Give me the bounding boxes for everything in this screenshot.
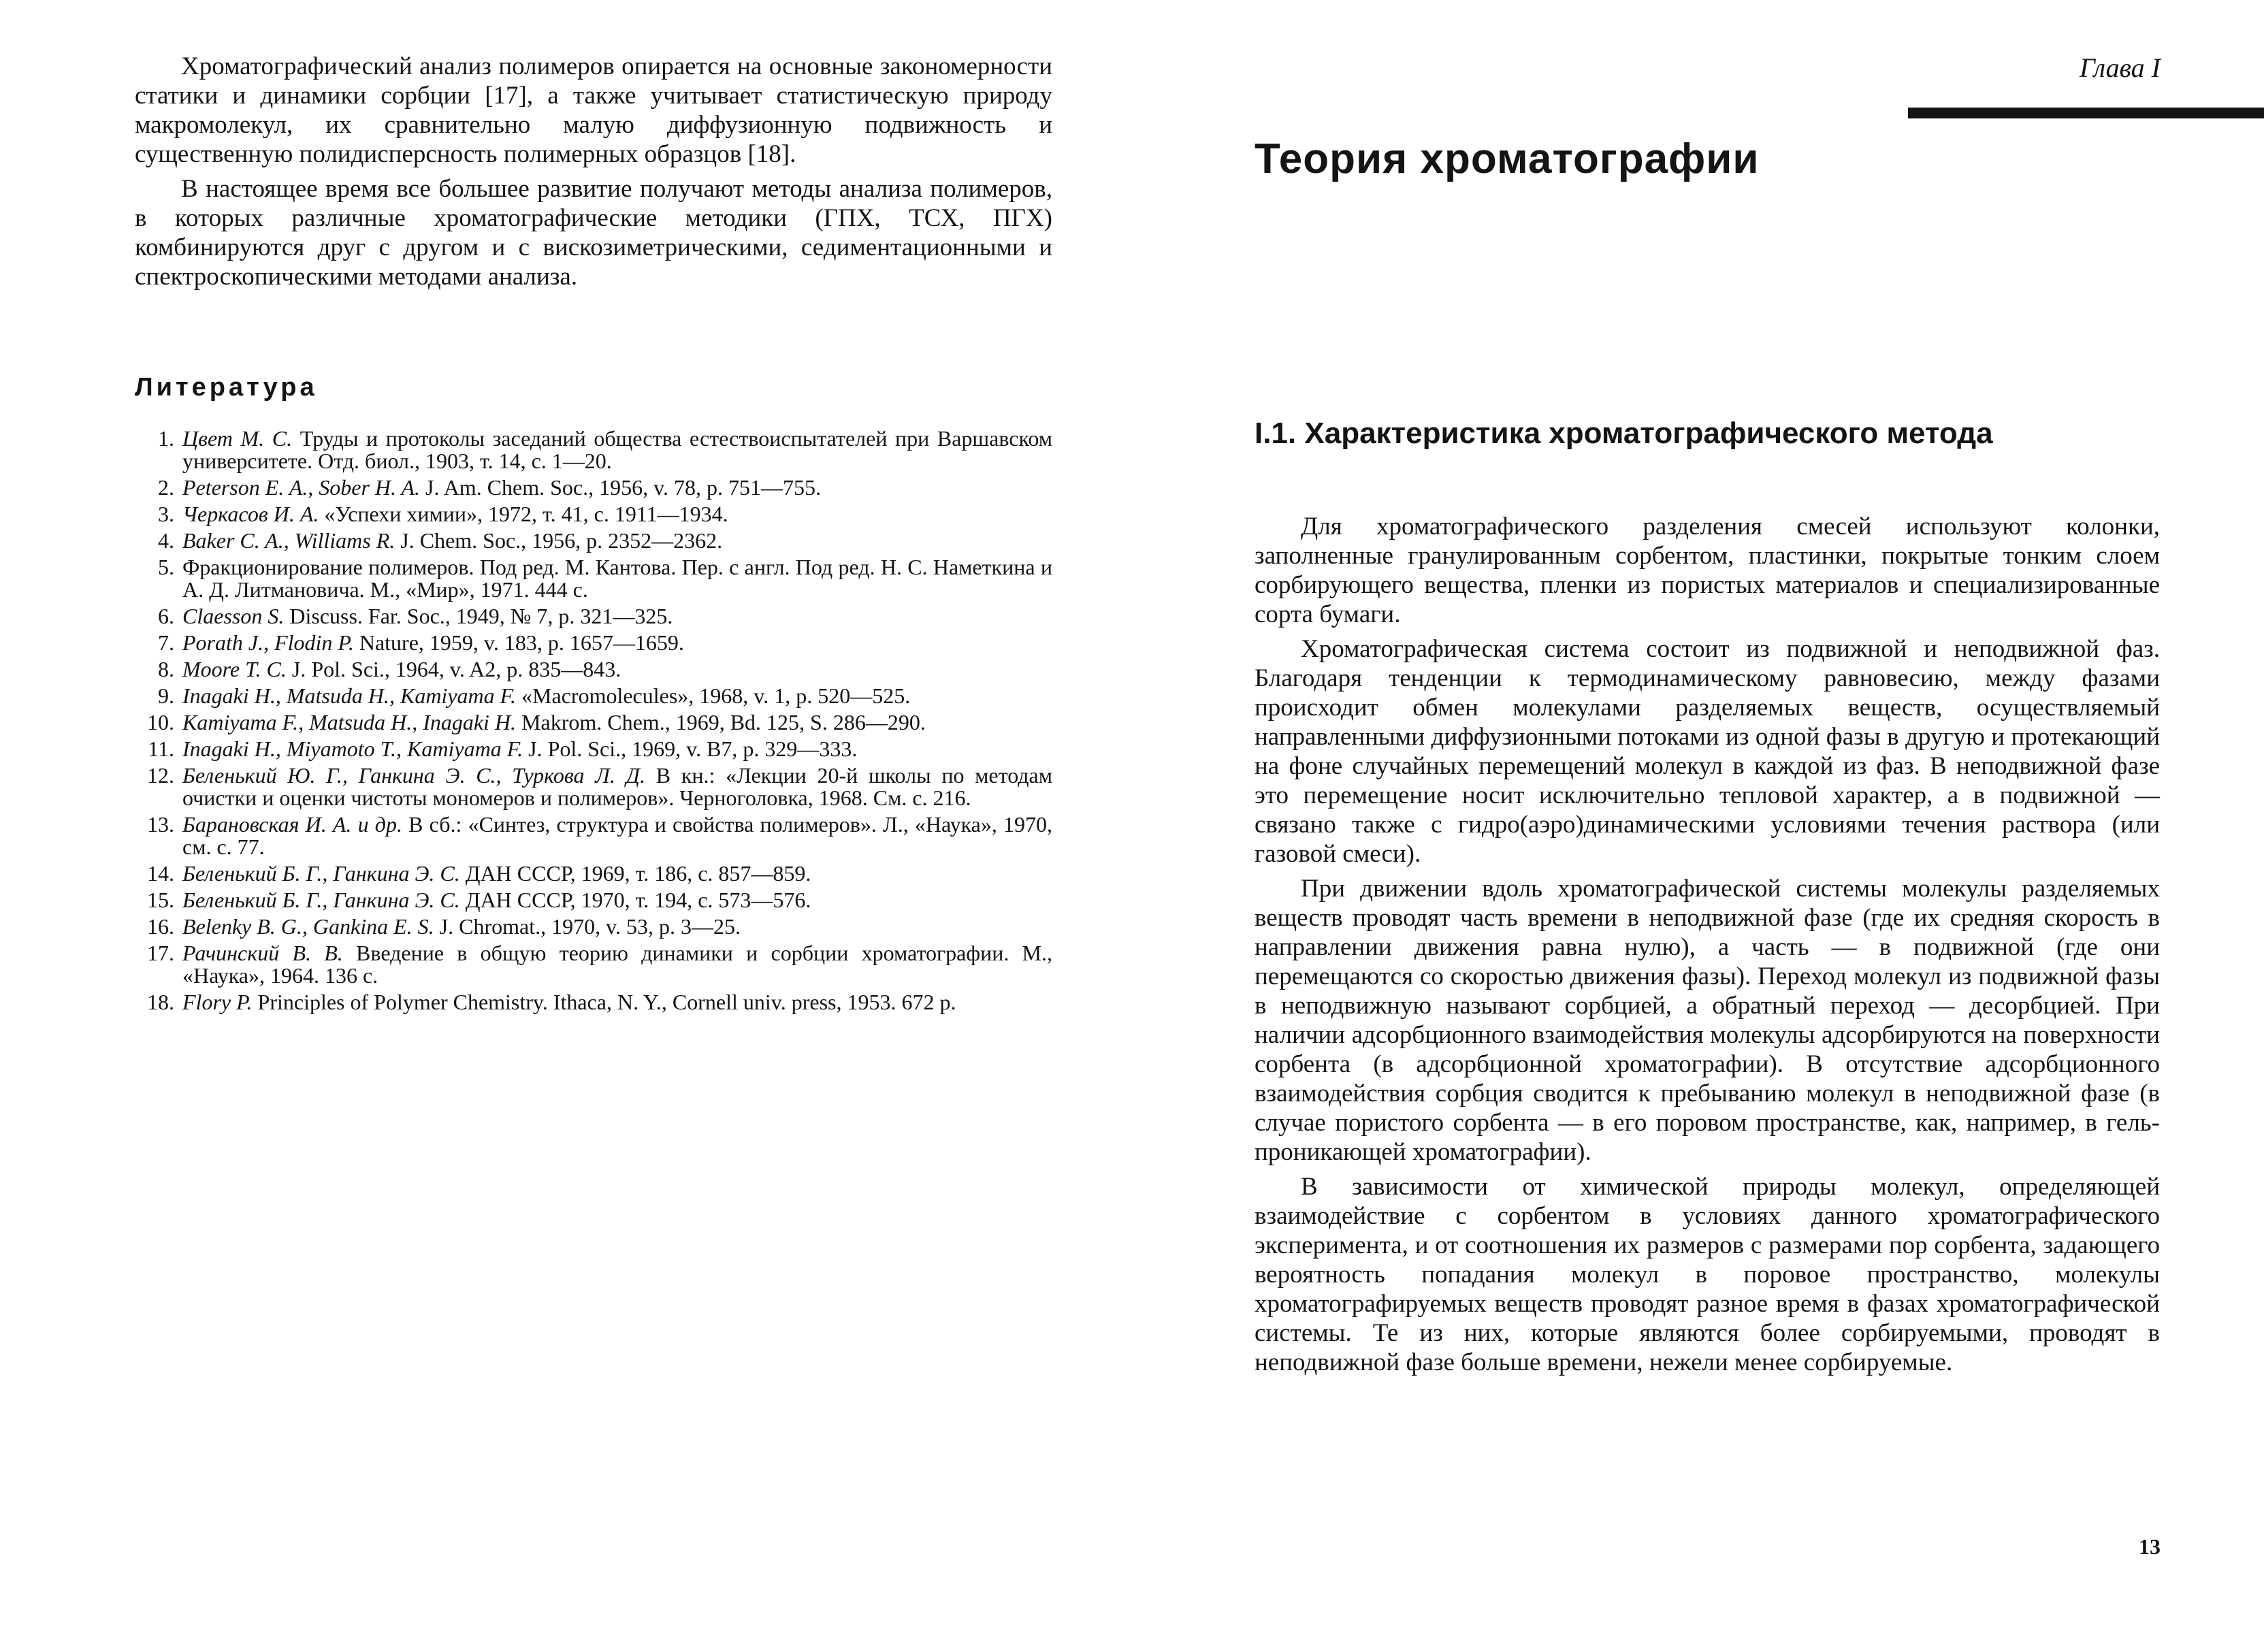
page-number: 13 xyxy=(2139,1534,2161,1559)
reference-text: «Успехи химии», 1972, т. 41, с. 1911—1934. xyxy=(324,502,728,526)
intro-paragraph: В настоящее время все большее развитие получают методы анализа полимеров, в которых различные хроматографические методики (ГПХ, ТСХ, ПГХ) комбинируются друг с другом и с вискозиметрическими, седиментационными и спектроскопическими методами анализа. xyxy=(135,175,1052,291)
references-list xyxy=(118,427,1052,1018)
references-heading: Литература xyxy=(135,373,318,402)
reference-number: 4. xyxy=(158,528,174,553)
intro-text xyxy=(135,52,1052,291)
reference-number: 13. xyxy=(147,812,174,837)
reference-authors: Цвет М. С. xyxy=(182,426,293,451)
reference-authors: Барановская И. А. и др. xyxy=(182,812,402,837)
reference-text: В сб.: «Синтез, структура и свойства полимеров». Л., «Наука», 1970, см. с. 77. xyxy=(182,812,1053,859)
chapter-title: Теория хроматографии xyxy=(1255,135,1760,182)
body-paragraph: Для хроматографического разделения смесей используют колонки, заполненные гранулированным сорбентом, пластинки, покрытые тонким слоем сорбирующего вещества, пленки из пористых материалов и специализированные сорта бумаги. xyxy=(1255,513,2160,628)
reference-number: 5. xyxy=(158,555,174,579)
reference-item xyxy=(118,685,1052,707)
reference-item xyxy=(118,942,1052,987)
reference-item xyxy=(118,427,1052,472)
reference-authors: Baker C. A., Williams R. xyxy=(182,528,395,553)
reference-item xyxy=(118,556,1052,601)
reference-number: 1. xyxy=(158,426,174,451)
reference-authors: Черкасов И. А. xyxy=(182,502,319,526)
reference-authors: Belenky B. G., Gankina E. S. xyxy=(182,914,434,939)
reference-authors: Flory P. xyxy=(182,990,253,1014)
reference-number: 12. xyxy=(147,763,174,788)
chapter-rule xyxy=(1908,108,2264,118)
reference-item xyxy=(118,738,1052,760)
reference-text: Makrom. Chem., 1969, Bd. 125, S. 286—290. xyxy=(521,710,926,734)
reference-text: J. Chromat., 1970, v. 53, p. 3—25. xyxy=(439,914,741,939)
body-paragraph: Хроматографическая система состоит из подвижной и неподвижной фаз. Благодаря тенденции к термодинамическому равновесию, между фазами происходит обмен молекулами разделяемых веществ, осуществляемый направленными диффузионными потоками из одной фазы в другую и протекающий на фоне случайных перемещений молекул в каждой из фаз. В неподвижной фазе это перемещение носит исключительно тепловой характер, а в подвижной — связано также с гидро(аэро)динамическими условиями течения раствора (или газовой смеси). xyxy=(1255,635,2160,868)
chapter-label: Глава I xyxy=(2080,52,2161,83)
reference-number: 6. xyxy=(158,604,174,628)
reference-item xyxy=(118,916,1052,938)
reference-number: 8. xyxy=(158,657,174,681)
reference-number: 15. xyxy=(147,888,174,912)
right-page xyxy=(1132,0,2264,1652)
reference-text: J. Pol. Sci., 1969, v. B7, p. 329—333. xyxy=(528,736,858,761)
body-paragraph: При движении вдоль хроматографической системы молекулы разделяемых веществ проводят часть времени в неподвижной фазе (где их средняя скорость в направлении движения равна нулю), а часть — в подвижной (где они перемещаются со скоростью движения фазы). Переход молекул из подвижной фазы в неподвижную называют сорбцией, а обратный переход — десорбцией. При наличии адсорбционного взаимодействия молекулы адсорбируются на поверхности сорбента (в адсорбционной хроматографии). В отсутствие адсорбционного взаимодействия сорбция сводится к пребыванию молекул в неподвижной фазе (в случае пористого сорбента — в его поровом пространстве, как, например, в гель-проникающей хроматографии). xyxy=(1255,875,2160,1166)
reference-text: Введение в общую теорию динамики и сорбции хроматографии. М., «Наука», 1964. 136 с. xyxy=(182,941,1053,988)
reference-text: «Macromolecules», 1968, v. 1, p. 520—525. xyxy=(521,683,911,708)
reference-item xyxy=(118,764,1052,809)
reference-authors: Беленький Б. Г., Ганкина Э. С. xyxy=(182,888,460,912)
reference-authors: Kamiyama F., Matsuda H., Inagaki H. xyxy=(182,710,517,734)
reference-number: 11. xyxy=(148,736,174,761)
reference-number: 17. xyxy=(147,941,174,965)
reference-number: 14. xyxy=(147,861,174,886)
reference-item xyxy=(118,632,1052,654)
reference-text: J. Am. Chem. Soc., 1956, v. 78, p. 751—755. xyxy=(425,475,822,500)
reference-authors: Беленький Ю. Г., Ганкина Э. С., Туркова Л. Д. xyxy=(182,763,646,788)
reference-text: В кн.: «Лекции 20-й школы по методам очистки и оценки чистоты мономеров и полимеров». Черноголовка, 1968. См. с. 216. xyxy=(182,763,1053,810)
reference-text: Principles of Polymer Chemistry. Ithaca, N. Y., Cornell univ. press, 1953. 672 p. xyxy=(257,990,956,1014)
reference-number: 9. xyxy=(158,683,174,708)
reference-authors: Claesson S. xyxy=(182,604,285,628)
reference-authors: Беленький Б. Г., Ганкина Э. С. xyxy=(182,861,460,886)
reference-item xyxy=(118,658,1052,681)
reference-item xyxy=(118,476,1052,499)
reference-authors: Moore T. C. xyxy=(182,657,287,681)
reference-number: 2. xyxy=(158,475,174,500)
reference-number: 3. xyxy=(158,502,174,526)
reference-authors: Inagaki H., Miyamoto T., Kamiyama F. xyxy=(182,736,523,761)
reference-authors: Inagaki H., Matsuda H., Kamiyama F. xyxy=(182,683,517,708)
reference-text: Фракционирование полимеров. Под ред. М. Кантова. Пер. с англ. Под ред. Н. С. Наметкина и А. Д. Литмановича. М., «Мир», 1971. 444 с. xyxy=(182,555,1052,602)
reference-text: Discuss. Far. Soc., 1949, № 7, p. 321—325. xyxy=(289,604,673,628)
reference-number: 18. xyxy=(147,990,174,1014)
section-title: I.1. Характеристика хроматографического метода xyxy=(1255,417,1993,450)
reference-item xyxy=(118,503,1052,525)
reference-number: 10. xyxy=(147,710,174,734)
reference-number: 7. xyxy=(158,630,174,655)
intro-paragraph: Хроматографический анализ полимеров опирается на основные закономерности статики и динамики сорбции [17], а также учитывает статистическую природу макромолекул, их сравнительно малую диффузионную подвижность и существенную полидисперсность полимерных образцов [18]. xyxy=(135,52,1052,168)
reference-item xyxy=(118,711,1052,734)
chapter-body xyxy=(1255,512,2160,1377)
reference-item xyxy=(118,889,1052,911)
reference-item xyxy=(118,813,1052,858)
reference-text: J. Pol. Sci., 1964, v. A2, p. 835—843. xyxy=(291,657,621,681)
reference-text: ДАН СССР, 1969, т. 186, с. 857—859. xyxy=(465,861,811,886)
reference-item xyxy=(118,605,1052,628)
reference-authors: Peterson E. A., Sober H. A. xyxy=(182,475,420,500)
reference-text: Nature, 1959, v. 183, p. 1657—1659. xyxy=(359,630,684,655)
reference-item xyxy=(118,991,1052,1014)
reference-authors: Рачинский В. В. xyxy=(182,941,343,965)
reference-number: 16. xyxy=(147,914,174,939)
reference-item xyxy=(118,530,1052,552)
reference-authors: Porath J., Flodin P. xyxy=(182,630,354,655)
reference-item xyxy=(118,862,1052,885)
reference-text: J. Chem. Soc., 1956, p. 2352—2362. xyxy=(400,528,723,553)
reference-text: ДАН СССР, 1970, т. 194, с. 573—576. xyxy=(465,888,811,912)
reference-text: Труды и протоколы заседаний общества естествоиспытателей при Варшавском университете. Отд. биол., 1903, т. 14, с. 1—20. xyxy=(182,426,1053,473)
body-paragraph: В зависимости от химической природы молекул, определяющей взаимодействие с сорбентом в условиях данного хроматографического эксперимента, и от соотношения их размеров с размерами пор сорбента, задающего вероятность попадания молекул в поровое пространство, молекулы хроматографируемых веществ проводят разное время в фазах хроматографической системы. Те из них, которые являются более сорбируемыми, проводят в неподвижной фазе больше времени, нежели менее сорбируемые. xyxy=(1255,1173,2160,1376)
